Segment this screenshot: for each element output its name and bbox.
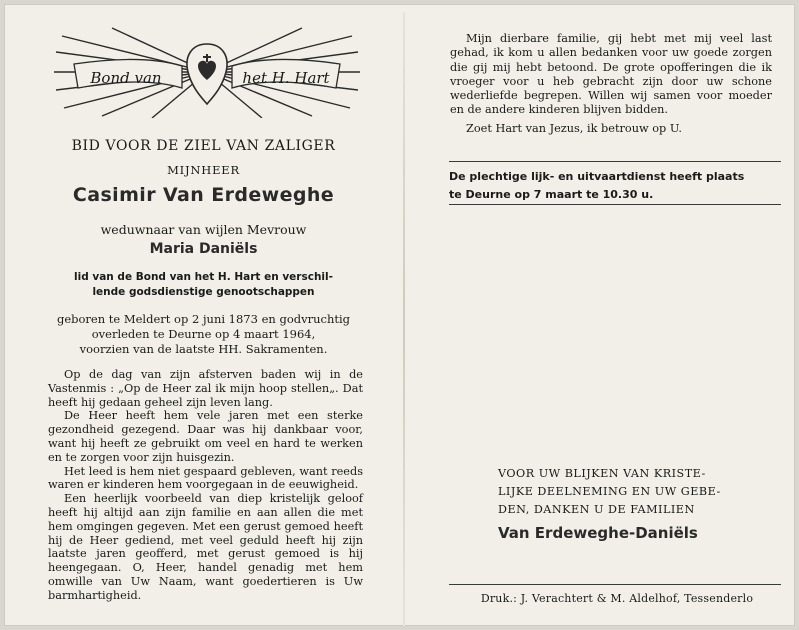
prayer-line: BID VOOR DE ZIEL VAN ZALIGER bbox=[71, 138, 336, 154]
birth-death-block bbox=[4, 312, 403, 357]
eulogy-paragraph: Een heerlijk voorbeeld van diep kristelijk geloof heeft hij altijd aan zijn familie en aan allen die met hem omgingen gegeven. Met een gerust gemoed heeft hij de Heer gediend, met veel geduld heeft hij zijn laatste jaren geofferd, met gerust gemoed is hij heengegaan. O, Heer, handel genadig met hem omwille van Uw Naam, want goedertieren is Uw barmhartigheid. bbox=[48, 492, 363, 602]
farewell-paragraph: Mijn dierbare familie, gij hebt met mij veel last gehad, ik kom u allen bedanken voor uw goede zorgen die gij mij hebt betoond. De grote opofferingen die ik vroeger voor u heb gebracht zijn door uw schone wederliefde begrepen. Willen wij samen voor moeder en de andere kinderen blijven bidden. bbox=[450, 32, 772, 117]
eulogy-paragraph: Op de dag van zijn afsterven baden wij in de Vastenmis : „Op de Heer zal ik mijn hoop stellen„. Dat heeft hij gedaan geheel zijn leven lang. bbox=[48, 368, 363, 409]
membership-line: lende godsdienstige genootschappen bbox=[92, 286, 315, 298]
birth-death-line: overleden te Deurne op 4 maart 1964, bbox=[91, 327, 316, 341]
service-line: te Deurne op 7 maart te 10.30 u. bbox=[449, 188, 654, 201]
farewell-text bbox=[450, 32, 772, 136]
memorial-card bbox=[4, 4, 795, 626]
printer-credit: Druk.: J. Verachtert & M. Aldelhof, Tessenderlo bbox=[480, 592, 754, 605]
divider bbox=[449, 161, 781, 162]
membership-block bbox=[4, 270, 403, 300]
birth-death-line: geboren te Meldert op 2 juni 1873 en godvruchtig bbox=[56, 312, 351, 326]
thanks-block bbox=[498, 465, 768, 519]
service-notice bbox=[449, 168, 783, 204]
thanks-line: DEN, DANKEN U DE FAMILIEN bbox=[498, 503, 695, 516]
eulogy-paragraph: Het leed is hem niet gespaard gebleven, want reeds waren er kinderen hem voorgegaan in de eeuwigheid. bbox=[48, 464, 363, 492]
title-line: MIJNHEER bbox=[167, 163, 240, 177]
deceased-name: Casimir Van Erdeweghe bbox=[72, 184, 335, 206]
spouse-name: Maria Daniëls bbox=[149, 241, 258, 257]
eulogy-text bbox=[48, 368, 363, 603]
eulogy-paragraph: De Heer heeft hem vele jaren met een sterke gezondheid gezegend. Daar was hij dankbaar voor, want hij heeft ze gebruikt om veel en hard te werken en te zorgen voor zijn huisgezin. bbox=[48, 409, 363, 464]
relation-line: weduwnaar van wijlen Mevrouw bbox=[100, 222, 307, 237]
membership-line: lid van de Bond van het H. Hart en verschil- bbox=[74, 271, 333, 283]
thanks-line: VOOR UW BLIJKEN VAN KRISTE- bbox=[498, 467, 706, 480]
right-panel bbox=[405, 4, 795, 626]
divider bbox=[449, 584, 781, 585]
banner-left-text: Bond van bbox=[90, 69, 162, 87]
thanks-line: LIJKE DEELNEMING EN UW GEBE- bbox=[498, 485, 721, 498]
service-line: De plechtige lijk- en uitvaartdienst heeft plaats bbox=[449, 170, 745, 183]
divider bbox=[449, 204, 781, 205]
sacred-heart-emblem-icon bbox=[52, 26, 362, 118]
birth-death-line: voorzien van de laatste HH. Sakramenten. bbox=[79, 342, 328, 356]
banner-right-text: het H. Hart bbox=[242, 69, 330, 87]
left-panel bbox=[4, 4, 403, 626]
family-name: Van Erdeweghe-Daniëls bbox=[498, 524, 698, 542]
invocation-line: Zoet Hart van Jezus, ik betrouw op U. bbox=[466, 121, 682, 135]
